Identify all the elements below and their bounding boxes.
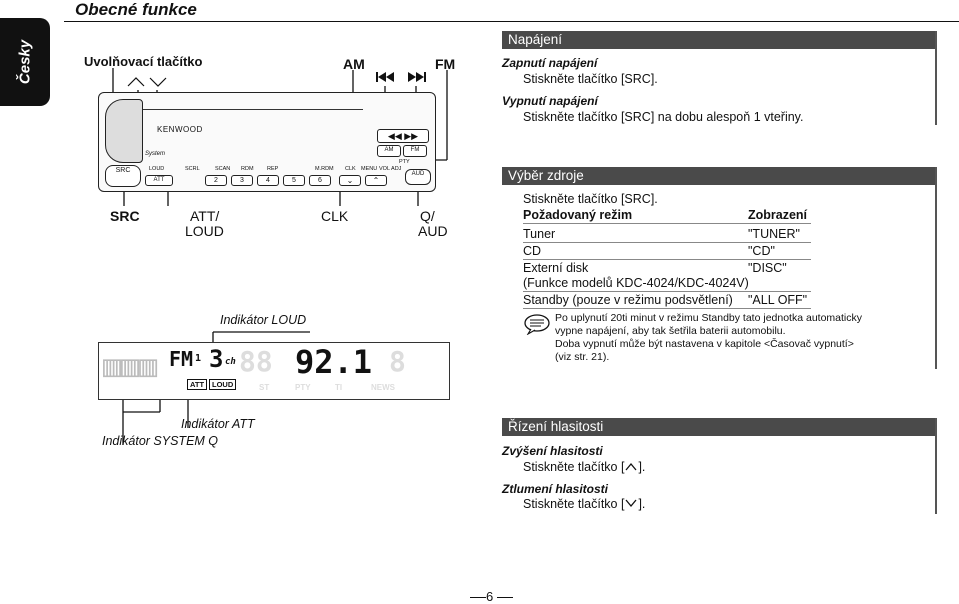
volume-up-title: Zvýšení hlasitosti — [502, 444, 603, 458]
att-label: ATT/ — [190, 208, 220, 224]
systemq-indicator-label: Indikátor SYSTEM Q — [102, 434, 219, 448]
table-rule — [523, 223, 811, 224]
src-button[interactable]: SRC — [105, 165, 141, 187]
q-aud-button[interactable]: AUD — [405, 169, 431, 185]
table-row-mode-note: (Funkce modelů KDC-4024/KDC-4024V) — [523, 276, 749, 290]
small-label-loud: LOUD — [149, 166, 165, 172]
att-indicator: ATT — [187, 379, 207, 390]
page-number: 6 — [486, 589, 494, 604]
disc-slot — [143, 95, 363, 110]
preset-button-6[interactable]: 6 — [309, 175, 331, 186]
table-row-display: "TUNER" — [748, 227, 800, 241]
section-napajeni-heading: Napájení — [502, 31, 937, 49]
release-button-label: Uvolňovací tlačítko — [84, 54, 203, 69]
fm-label: FM — [435, 56, 456, 72]
display-preset: 3 — [209, 345, 224, 373]
am-button[interactable]: AM — [377, 145, 401, 157]
chevron-down-icon — [150, 78, 166, 86]
lcd-display — [98, 342, 450, 400]
page-title: Obecné funkce — [75, 0, 197, 19]
aud-label: AUD — [418, 223, 448, 239]
system-q-logo: System — [145, 151, 166, 157]
chevron-up-icon — [128, 78, 144, 86]
att-button[interactable]: ATT — [145, 175, 173, 186]
note-icon — [523, 313, 551, 335]
section-vyber-rule — [935, 167, 937, 369]
fm-button[interactable]: FM — [403, 145, 427, 157]
small-label-pty: PTY — [399, 159, 410, 165]
table-row-display: "DISC" — [748, 261, 787, 275]
chevron-down-icon — [624, 498, 638, 508]
ghost-st: ST — [259, 383, 270, 392]
small-label-menu: MENU — [361, 166, 378, 172]
volume-up-button[interactable]: ⌃ — [365, 175, 387, 186]
seek-forward-icon — [408, 72, 426, 82]
small-label-rep: REP — [267, 166, 279, 172]
volume-up-text-post: ]. — [638, 460, 646, 474]
display-ch: ch — [225, 357, 236, 367]
note-line-3: Doba vypnutí může být nastavena v kapitole <Časovač vypnutí> — [555, 338, 854, 350]
preset-button-5[interactable]: 5 — [283, 175, 305, 186]
col-display-header: Zobrazení — [748, 208, 808, 222]
seek-buttons[interactable]: ◀◀ ▶▶ — [377, 129, 429, 143]
small-label-vol-adj: VOL ADJ — [379, 166, 402, 172]
power-on-title: Zapnutí napájení — [502, 56, 598, 70]
section-hlasitost-rule — [935, 418, 937, 514]
loud-indicator: LOUD — [209, 379, 236, 390]
table-row-mode: Standby (pouze v režimu podsvětlení) — [523, 293, 733, 307]
note-line-1: Po uplynutí 20ti minut v režimu Standby tato jednotka automaticky — [555, 312, 862, 324]
system-q-segments: ▥▥▥ — [103, 349, 158, 384]
volume-down-text-post: ]. — [638, 497, 646, 511]
table-row-mode: CD — [523, 244, 542, 258]
display-frequency: 92.1 — [295, 343, 373, 381]
volume-down-text — [523, 497, 645, 511]
small-label-scrl: SCRL — [185, 166, 200, 172]
volume-up-text-pre: Stiskněte tlačítko [ — [523, 460, 625, 474]
preset-button-4[interactable]: 4 — [257, 175, 279, 186]
ghost-news: NEWS — [371, 383, 395, 392]
note-line-2: vypne napájení, aby tak šetřila baterii automobilu. — [555, 325, 786, 337]
preset-button-3[interactable]: 3 — [231, 175, 253, 186]
chevron-up-icon — [624, 461, 638, 471]
volume-down-title: Ztlumení hlasitosti — [502, 482, 609, 496]
preset-button-2[interactable]: 2 — [205, 175, 227, 186]
volume-down-button[interactable]: ⌄ — [339, 175, 361, 186]
power-off-text: Stiskněte tlačítko [SRC] na dobu alespoň 1 vteřiny. — [523, 110, 804, 124]
display-band-sub: 1 — [195, 353, 202, 364]
volume-up-text — [523, 460, 645, 474]
radio-faceplate — [98, 92, 436, 192]
small-label-scan: SCAN — [215, 166, 231, 172]
src-label: SRC — [110, 208, 140, 224]
brand-logo: KENWOOD — [157, 125, 203, 134]
col-mode-header: Požadovaný režim — [523, 208, 633, 222]
q-label: Q/ — [420, 208, 435, 224]
small-label-rdm: RDM — [241, 166, 254, 172]
power-off-title: Vypnutí napájení — [502, 94, 598, 108]
source-intro: Stiskněte tlačítko [SRC]. — [523, 192, 658, 206]
clk-label: CLK — [321, 208, 349, 224]
loud-indicator-label: Indikátor LOUD — [220, 313, 307, 327]
table-row-display: "CD" — [748, 244, 775, 258]
table-row-mode: Externí disk — [523, 261, 589, 275]
table-row-display: "ALL OFF" — [748, 293, 808, 307]
note-line-4: (viz str. 21). — [555, 351, 610, 363]
ghost-pty: PTY — [295, 383, 311, 392]
section-napajeni-rule — [935, 31, 937, 125]
display-band: FM — [169, 347, 194, 371]
small-label-mrdm: M.RDM — [315, 166, 334, 172]
small-label-clk: CLK — [345, 166, 356, 172]
seek-back-icon — [376, 72, 394, 82]
ghost-ti: TI — [335, 383, 343, 392]
ghost-segments-1: 88 — [239, 345, 273, 378]
section-vyber-heading: Výběr zdroje — [502, 167, 937, 185]
ghost-segments-2: 8 — [389, 345, 406, 378]
am-label: AM — [343, 56, 365, 72]
table-row-mode: Tuner — [523, 227, 556, 241]
section-hlasitost-heading: Řízení hlasitosti — [502, 418, 937, 436]
volume-knob[interactable] — [105, 99, 143, 163]
power-on-text: Stiskněte tlačítko [SRC]. — [523, 72, 658, 86]
loud-label: LOUD — [185, 223, 224, 239]
language-tab-label: Česky — [16, 39, 34, 85]
volume-down-text-pre: Stiskněte tlačítko [ — [523, 497, 625, 511]
att-indicator-label: Indikátor ATT — [181, 417, 255, 431]
